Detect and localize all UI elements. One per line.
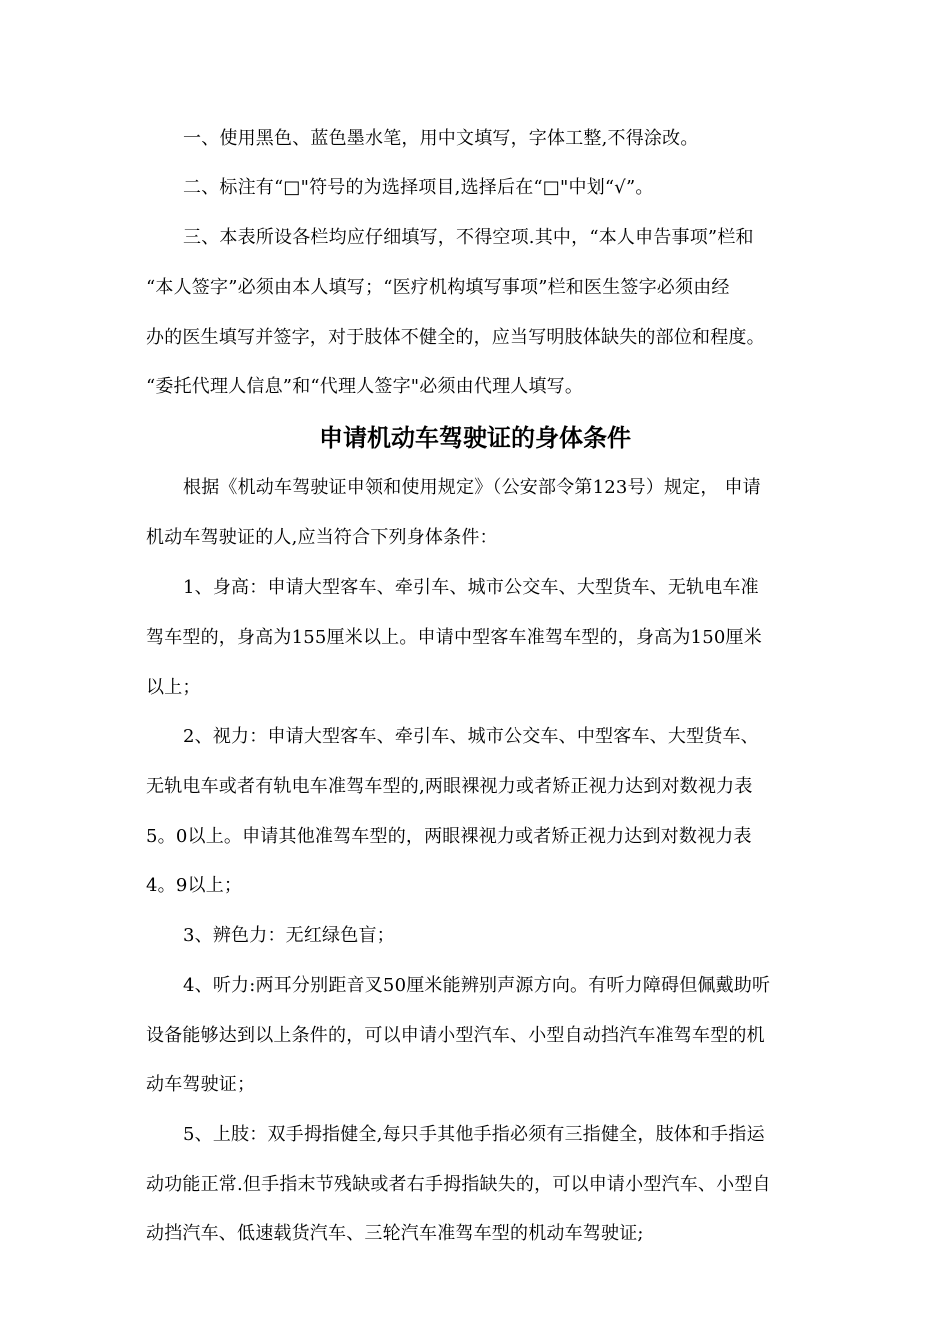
note-line-6: “委托代理人信息”和“代理人签字"必须由代理人填写。: [146, 376, 584, 397]
note-line-5: 办的医生填写并签字，对于肢体不健全的，应当写明肢体缺失的部位和程度。: [146, 327, 765, 348]
note-line-3: 三、本表所设各栏均应仔细填写，不得空项.其中，“本人申告事项”栏和: [183, 227, 754, 248]
note-line-2: 二、标注有“□"符号的为选择项目,选择后在“□"中划“√”。: [183, 177, 654, 198]
body-line-3: 1、身高：申请大型客车、牵引车、城市公交车、大型货车、无轨电车准: [183, 577, 759, 598]
body-line-12: 设备能够达到以上条件的，可以申请小型汽车、小型自动挡汽车准驾车型的机: [146, 1025, 765, 1046]
body-line-11: 4、听力:两耳分别距音叉50厘米能辨别声源方向。有听力障碍但佩戴助听: [183, 975, 771, 996]
body-line-10: 3、辨色力：无红绿色盲；: [183, 925, 395, 946]
body-line-8: 5。0以上。申请其他准驾车型的，两眼裸视力或者矫正视力达到对数视力表: [146, 826, 752, 847]
body-line-4: 驾车型的，身高为155厘米以上。申请中型客车准驾车型的，身高为150厘米: [146, 627, 762, 648]
body-line-5: 以上；: [146, 677, 201, 698]
body-line-14: 5、上肢：双手拇指健全,每只手其他手指必须有三指健全，肢体和手指运: [183, 1124, 765, 1145]
section-title: 申请机动车驾驶证的身体条件: [319, 424, 631, 452]
body-line-6: 2、视力：申请大型客车、牵引车、城市公交车、中型客车、大型货车、: [183, 726, 759, 747]
body-line-1: 根据《机动车驾驶证申领和使用规定》（公安部令第123号）规定， 申请: [183, 477, 761, 498]
body-line-2: 机动车驾驶证的人,应当符合下列身体条件：: [146, 527, 498, 548]
body-line-13: 动车驾驶证；: [146, 1074, 256, 1095]
note-line-4: “本人签字”必须由本人填写；“医疗机构填写事项”栏和医生签字必须由经: [146, 277, 730, 298]
note-line-1: 一、使用黑色、蓝色墨水笔，用中文填写，字体工整,不得涂改。: [183, 128, 699, 149]
body-line-9: 4。9以上；: [146, 875, 243, 896]
body-line-7: 无轨电车或者有轨电车准驾车型的,两眼裸视力或者矫正视力达到对数视力表: [146, 776, 753, 797]
body-line-15: 动功能正常.但手指末节残缺或者右手拇指缺失的，可以申请小型汽车、小型自: [146, 1174, 771, 1195]
body-line-16: 动挡汽车、低速载货汽车、三轮汽车准驾车型的机动车驾驶证;: [146, 1223, 644, 1244]
